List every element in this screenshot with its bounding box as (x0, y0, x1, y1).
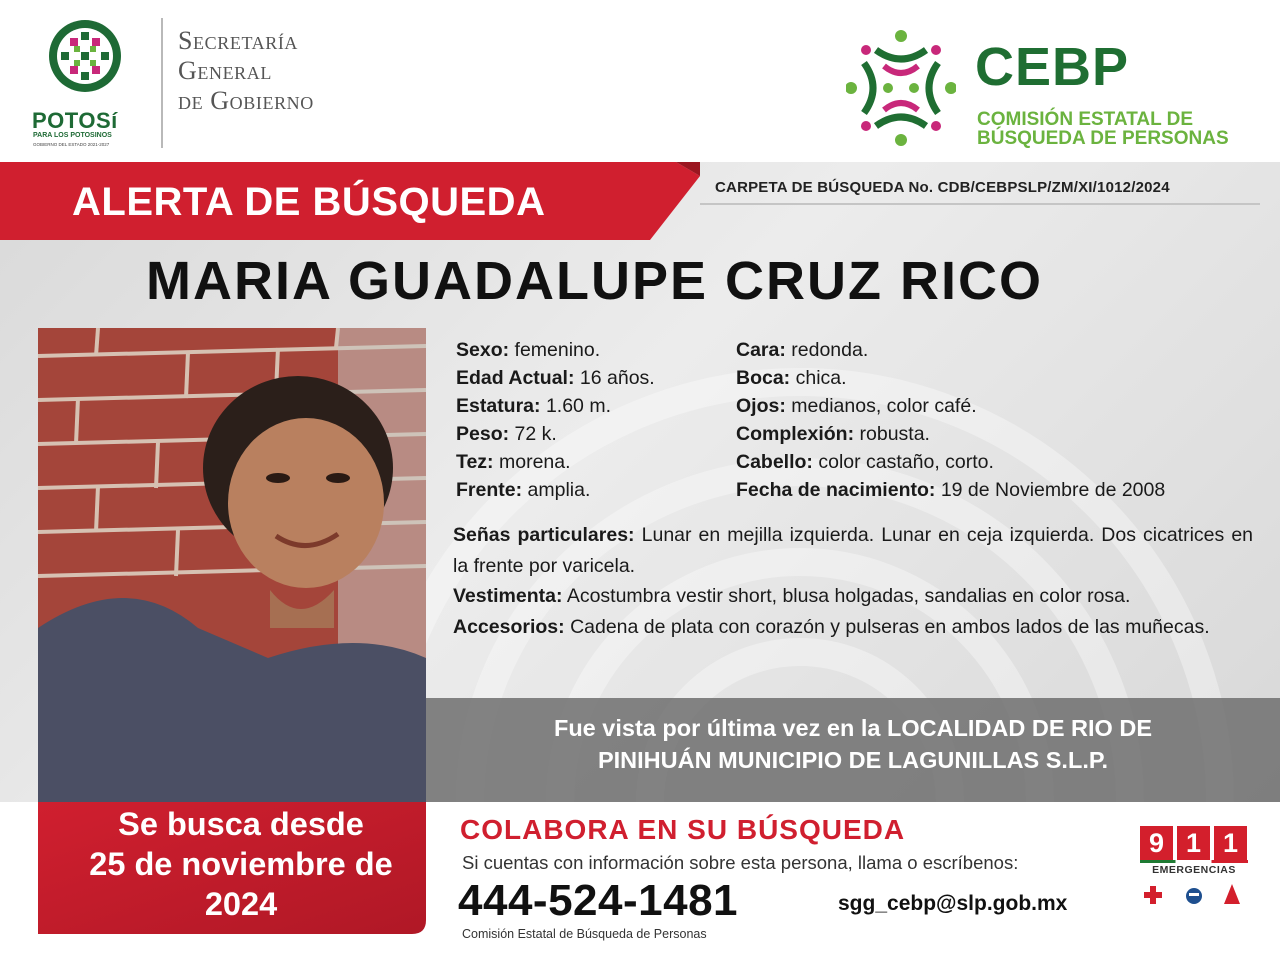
header-divider (161, 18, 163, 148)
detail-row (456, 392, 726, 420)
detail-row (736, 392, 1266, 420)
emergency-stripe (1140, 860, 1248, 863)
missing-since-line: 2024 (204, 886, 278, 922)
detail-label: Boca: (736, 367, 791, 389)
clothing-value: Acostumbra vestir short, blusa holgadas, sandalias en color rosa. (566, 585, 1131, 607)
cebp-subtitle-line: BÚSQUEDA DE PERSONAS (977, 128, 1229, 149)
clothing-label: Vestimenta: (453, 585, 563, 607)
collaborate-heading: COLABORA EN SU BÚSQUEDA (460, 814, 906, 845)
potosi-wordmark: POTOSí (32, 108, 118, 133)
person-photo (38, 328, 426, 802)
header (0, 0, 1280, 162)
emergency-911-logo (1140, 826, 1248, 910)
accessories-label: Accesorios: (453, 615, 565, 638)
detail-label: Tez: (456, 451, 494, 473)
cebp-title: CEBP (975, 37, 1130, 97)
emergency-digit: 1 (1214, 826, 1247, 860)
emergency-digit: 9 (1140, 826, 1173, 860)
detail-value: 1.60 m. (545, 395, 611, 417)
detail-value: medianos, color café. (791, 395, 977, 417)
last-seen-line: Fue vista por última vez en la LOCALIDAD DE RIO DE (553, 715, 1153, 741)
detail-label: Edad Actual: (456, 367, 575, 389)
person-name: MARIA GUADALUPE CRUZ RICO (146, 251, 1043, 311)
secretaria-line: de Gobierno (178, 86, 314, 115)
potosi-period: GOBIERNO DEL ESTADO 2021-2027 (33, 142, 110, 147)
last-seen-text (426, 712, 1280, 776)
distinguishing-marks (453, 520, 1253, 642)
detail-row (456, 336, 726, 364)
detail-label: Cara: (736, 339, 786, 361)
details-right-column (736, 336, 1266, 504)
case-number-underline (700, 203, 1260, 205)
accessories-paragraph (453, 612, 1253, 643)
detail-row (736, 336, 1266, 364)
detail-label: Sexo: (456, 339, 510, 361)
detail-value: robusta. (859, 423, 930, 445)
detail-value: color castaño, corto. (818, 451, 994, 473)
detail-row (456, 420, 726, 448)
detail-row (736, 448, 1266, 476)
cebp-subtitle-line: COMISIÓN ESTATAL DE (977, 109, 1194, 130)
emergency-digit: 1 (1177, 826, 1210, 860)
missing-since-text (38, 804, 444, 924)
case-number: CARPETA DE BÚSQUEDA No. CDB/CEBPSLP/ZM/XI/1012/2024 (715, 179, 1170, 196)
detail-label: Frente: (456, 479, 523, 501)
detail-value: 16 años. (579, 367, 655, 389)
detail-value: amplia. (527, 479, 591, 501)
cebp-emblem-icon (846, 28, 956, 148)
marks-paragraph (453, 520, 1253, 581)
detail-row (736, 420, 1266, 448)
potosi-tagline: PARA LOS POTOSINOS (33, 132, 112, 139)
detail-value: 72 k. (514, 423, 557, 445)
contact-email[interactable]: sgg_cebp@slp.gob.mx (838, 892, 1068, 915)
clothing-paragraph (453, 581, 1253, 612)
detail-label: Complexión: (736, 423, 855, 445)
detail-row (456, 476, 726, 504)
contact-prompt: Si cuentas con información sobre esta persona, llama o escríbenos: (462, 852, 1019, 873)
details-left-column (456, 336, 726, 504)
missing-since-line: 25 de noviembre de (89, 846, 393, 882)
alert-title: ALERTA DE BÚSQUEDA (72, 180, 546, 224)
contact-org: Comisión Estatal de Búsqueda de Personas (462, 927, 707, 941)
accessories-value: Cadena de plata con corazón y pulseras en ambos lados de las muñecas. (570, 615, 1210, 638)
emergency-services-icon (1140, 882, 1248, 908)
last-seen-line: PINIHUÁN MUNICIPIO DE LAGUNILLAS S.L.P. (597, 747, 1109, 773)
secretaria-line: Secretaría (178, 26, 299, 55)
missing-since-line: Se busca desde (118, 806, 364, 842)
detail-value: femenino. (514, 339, 601, 361)
detail-label: Cabello: (736, 451, 813, 473)
detail-value: redonda. (791, 339, 869, 361)
detail-row (456, 364, 726, 392)
detail-label: Peso: (456, 423, 510, 445)
detail-row (736, 364, 1266, 392)
detail-label: Ojos: (736, 395, 786, 417)
detail-row (736, 476, 1266, 504)
marks-label: Señas particulares: (453, 524, 635, 546)
emergency-label: EMERGENCIAS (1152, 864, 1236, 876)
detail-label: Estatura: (456, 395, 541, 417)
contact-phone[interactable]: 444-524-1481 (458, 876, 739, 925)
detail-value: 19 de Noviembre de 2008 (940, 479, 1166, 501)
detail-row (456, 448, 726, 476)
secretaria-line: General (178, 56, 272, 85)
secretaria-title (178, 26, 314, 116)
detail-value: morena. (498, 451, 571, 473)
marks-value: Lunar en mejilla izquierda. Lunar en ceja izquierda. Dos cicatrices en la frente por varicela. (453, 524, 1254, 577)
detail-value: chica. (795, 367, 847, 389)
cebp-subtitle (977, 110, 1229, 148)
detail-label: Fecha de nacimiento: (736, 479, 936, 501)
